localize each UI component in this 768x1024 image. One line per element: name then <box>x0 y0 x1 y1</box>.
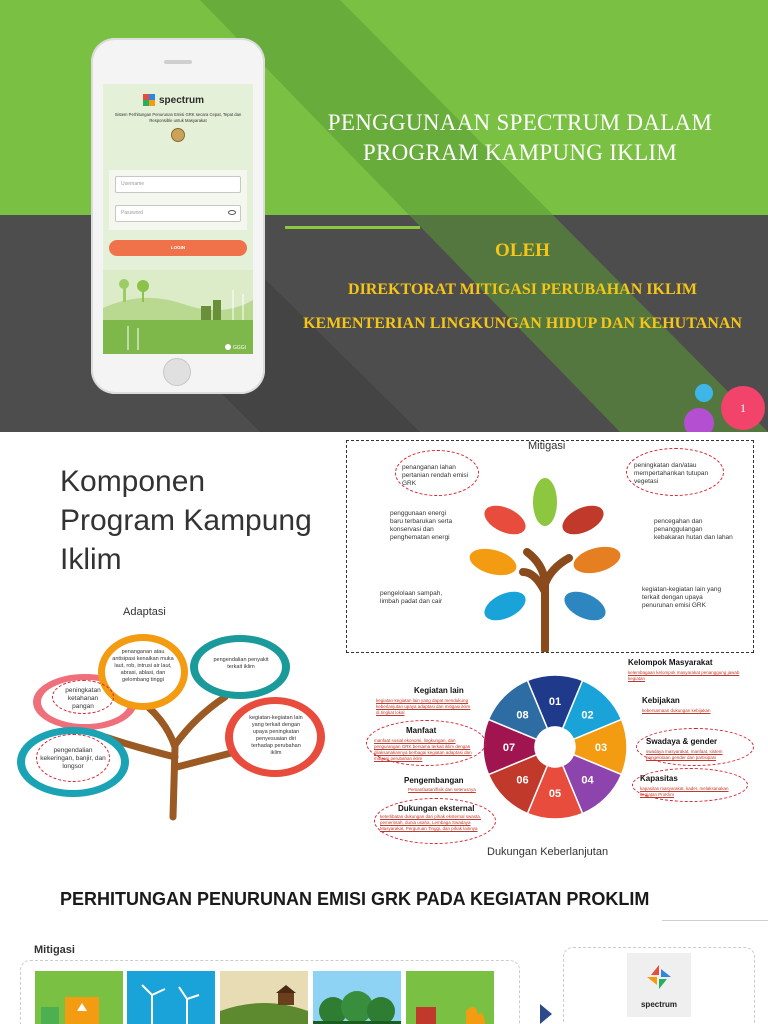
wheel-heading-7: Manfaat <box>406 726 437 735</box>
highlight-oval <box>395 450 479 496</box>
wheel-segment-label: 06 <box>516 774 529 787</box>
dukungan-label: Dukungan Keberlanjutan <box>487 846 609 858</box>
adaptasi-item-3: pengendalian penyakit terkait iklim <box>213 657 269 670</box>
mitigasi-item-2: penggunaan energi baru terbarukan serta konservasi dan penghematan energi <box>390 510 453 541</box>
wheel-center <box>537 729 573 765</box>
sustainability-wheel <box>480 672 630 822</box>
wheel-note-6: Pemanfaatan/fisik dan seterusnya <box>408 787 476 792</box>
wheel-segment-label: 05 <box>548 788 562 800</box>
wheel-note-4: kapasitas masyarakat, kader, melaksanakan kegiatan ProKlim <box>640 786 729 797</box>
footer-brand: GGGI <box>233 345 247 351</box>
components-slide <box>0 432 768 864</box>
mitigasi-item-4: peningkatan dan/atau mempertahankan tutupan vegetasi <box>634 462 709 485</box>
app-logo <box>143 94 204 106</box>
highlight-oval <box>36 734 110 782</box>
mitigasi-tree-illustration <box>465 472 635 652</box>
password-input[interactable] <box>115 205 241 222</box>
mitigasi-label: Mitigasi <box>528 440 566 452</box>
mitigasi-item-3: pengelolaan sampah, limbah padat dan cair <box>380 590 443 605</box>
wheel-segment-label: 02 <box>581 709 594 722</box>
highlight-oval <box>52 680 114 714</box>
mitigasi-label: Mitigasi <box>34 944 75 956</box>
spectrum-logo <box>627 953 691 1017</box>
phone-speaker <box>164 60 192 64</box>
title-rule <box>662 920 768 921</box>
title-line-1: PENGGUNAAN SPECTRUM DALAM <box>327 110 713 135</box>
wheel-segment-label: 08 <box>516 709 529 722</box>
adaptasi-item-1: peningkatan ketahanan pangan <box>65 687 101 710</box>
wheel-segment-label: 01 <box>548 696 562 708</box>
spectrum-logo-icon <box>645 963 673 991</box>
wheel-note-3: swadaya masyarakat, manfaat, sistem pengelolaan gender dan partisipasi <box>646 749 723 760</box>
title-rule <box>285 226 420 229</box>
org-line-1: DIREKTORAT MITIGASI PERUBAHAN IKLIM <box>348 281 697 298</box>
home-button <box>163 358 191 386</box>
farm-tile <box>220 971 308 1024</box>
adaptasi-item-5: kegiatan-kegiatan lain yang terkait dengan upaya peningkatan penyesuaian diri terhadap perubahan iklim <box>249 715 303 756</box>
highlight-oval <box>366 720 486 766</box>
logo-text: spectrum <box>640 1000 677 1009</box>
by-label: OLEH <box>495 240 550 261</box>
login-button[interactable]: LOGIN <box>109 240 247 256</box>
wheel-heading-3: Swadaya & gender <box>646 737 718 746</box>
wind-turbine-tile <box>127 971 215 1024</box>
forest-tile <box>313 971 401 1024</box>
wheel-segment-label: 07 <box>502 742 516 754</box>
spectrum-logo-icon <box>143 94 155 106</box>
wheel-segment-label: 04 <box>581 774 594 787</box>
wheel-heading-4: Kapasitas <box>640 774 678 783</box>
fire-prevention-tile <box>406 971 494 1024</box>
wheel-note-8: kegiatan-kegiatan lain yang dapat mendukung keberlanjutan upaya adaptasi dan mitigasi iklim di tingkat lokal <box>376 698 471 715</box>
highlight-oval <box>636 728 754 766</box>
decor-circle-purple <box>684 408 714 432</box>
wheel-heading-6: Pengembangan <box>404 776 464 785</box>
arrow-right-icon <box>540 1004 552 1024</box>
eye-icon[interactable] <box>228 210 236 215</box>
adaptasi-item-2: penanganan atau antisipasi kenaikan muka laut, rob, intrusi air laut, abrasi, ablasi, dan gelombang tinggi <box>112 649 174 683</box>
password-placeholder: Password <box>121 210 143 216</box>
adaptasi-item-4: pengendalian kekeringan, banjir, dan longsor <box>40 747 106 770</box>
highlight-oval <box>632 768 748 802</box>
wheel-heading-5: Dukungan eksternal <box>398 804 475 813</box>
slide-title: Komponen Program Kampung Iklim <box>60 465 312 576</box>
phone-mockup <box>91 38 265 394</box>
wheel-segment-label: 03 <box>594 742 608 754</box>
slide-title: PERHITUNGAN PENURUNAN EMISI GRK PADA KEGIATAN PROKLIM <box>60 889 650 909</box>
app-subtitle: Sistem Perhitungan Penurunan Emisi GRK secara Cepat, Tepat dan Responsible untuk Masyarakat <box>114 112 242 123</box>
title-slide <box>0 0 768 432</box>
recycle-tile <box>35 971 123 1024</box>
org-line-2: KEMENTERIAN LINGKUNGAN HIDUP DAN KEHUTANAN <box>303 315 742 332</box>
adaptasi-label: Adaptasi <box>123 606 166 618</box>
wheel-note-1: kelembagaan kelompok masyarakat penanggung jawab kegiatan <box>628 670 740 681</box>
wheel-heading-2: Kebijakan <box>642 696 680 705</box>
phone-screen <box>103 84 253 354</box>
username-input[interactable]: Username <box>115 176 241 193</box>
wheel-note-5: keterlibatan dukungan dari pihak eksternal swasta, pemerintah, dunia usaha, Lembaga Swadaya Masyarakat, Perguruan Tinggi, dan pihak lainnya <box>380 814 482 831</box>
landscape-illustration <box>103 270 253 354</box>
wheel-heading-1: Kelompok Masyarakat <box>628 658 713 667</box>
calculation-slide <box>0 864 768 1024</box>
mitigasi-item-5: pencegahan dan penanggulangan kebakaran hutan dan lahan <box>654 518 733 541</box>
wheel-note-2: kebersamaan dukungan kebijakan <box>642 708 711 713</box>
wheel-heading-8: Kegiatan lain <box>414 686 464 695</box>
wheel-note-7: manfaat sosial ekonomi, lingkungan, dan pengurangan GRK bersama terkait iklim dengan dilaksanakannya berbagai kegiatan adaptasi dan mitigasi perubahan iklim <box>374 738 472 761</box>
highlight-oval <box>626 448 724 496</box>
title-line-2: PROGRAM KAMPUNG IKLIM <box>362 140 678 165</box>
decor-circle-blue <box>695 384 713 402</box>
page-number-badge: 1 <box>721 386 765 430</box>
mitigasi-item-1: penanganan lahan pertanian rendah emisi GRK <box>402 464 469 487</box>
ministry-emblem-icon <box>171 128 185 142</box>
highlight-oval <box>374 798 496 844</box>
slide-title <box>285 108 755 168</box>
app-name: spectrum <box>159 94 205 106</box>
mitigasi-item-6: kegiatan-kegiatan lain yang terkait dengan upaya penurunan emisi GRK <box>642 586 722 609</box>
